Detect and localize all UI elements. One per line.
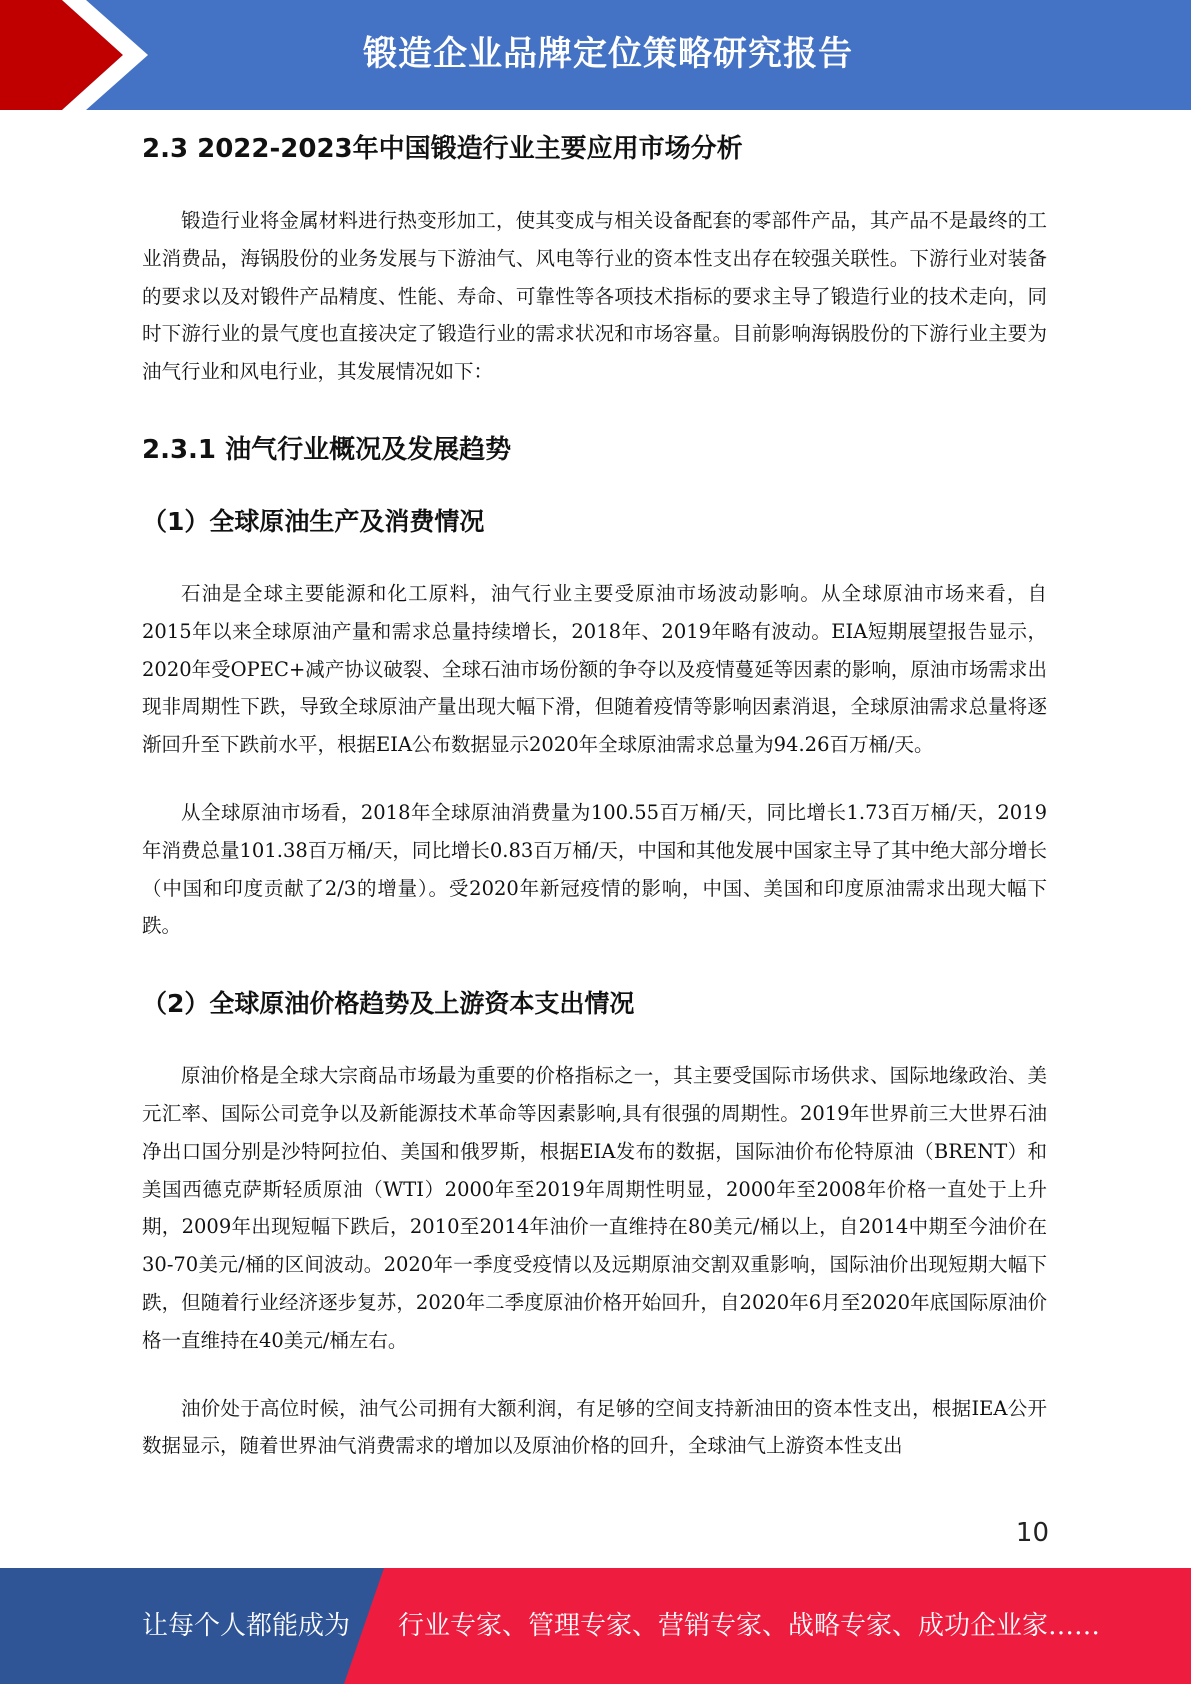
- item1-paragraph-1: 石油是全球主要能源和化工原料，油气行业主要受原油市场波动影响。从全球原油市场来看，自2015年以来全球原油产量和需求总量持续增长，2018年、2019年略有波动。EIA短期展望报告显示，2020年受OPEC+减产协议破裂、全球石油市场份额的争夺以及疫情蔓延等因素的影响，原油市场需求出现非周期性下跌，导致全球原油产量出现大幅下滑，但随着疫情等影响因素消退，全球原油需求总量将逐渐回升至下跌前水平，根据EIA公布数据显示2020年全球原油需求总量为94.26百万桶/天。: [142, 581, 1047, 757]
- item2-heading: （2）全球原油价格趋势及上游资本支出情况: [142, 989, 635, 1019]
- item2-paragraph-1: 原油价格是全球大宗商品市场最为重要的价格指标之一，其主要受国际市场供求、国际地缘政治、美元汇率、国际公司竞争以及新能源技术革命等因素影响,具有很强的周期性。2019年世界前三大世界石油净出口国分别是沙特阿拉伯、美国和俄罗斯，根据EIA发布的数据，国际油价布伦特原油（BRENT）和美国西德克萨斯轻质原油（WTI）2000年至2019年周期性明显，2000年至2008年价格一直处于上升期，2009年出现短幅下跌后，2010至2014年油价一直维持在80美元/桶以上，自2014中期至今油价在30-70美元/桶的区间波动。2020年一季度受疫情以及远期原油交割双重影响，国际油价出现短期大幅下跌，但随着行业经济逐步复苏，2020年二季度原油价格开始回升，自2020年6月至2020年底国际原油价格一直维持在40美元/桶左右。: [142, 1064, 1047, 1352]
- report-title: 锻造企业品牌定位策略研究报告: [363, 34, 853, 74]
- item1-heading: （1）全球原油生产及消费情况: [142, 506, 485, 536]
- page-number: 10: [1015, 1518, 1049, 1548]
- item2-paragraph-2: 油价处于高位时候，油气公司拥有大额利润，有足够的空间支持新油田的资本性支出，根据IEA公开数据显示，随着世界油气消费需求的增加以及原油价格的回升，全球油气上游资本性支出: [142, 1396, 1047, 1458]
- footer-slogan-left: 让每个人都能成为: [142, 1611, 351, 1641]
- section-heading: 2.3 2022-2023年中国锻造行业主要应用市场分析: [142, 134, 743, 164]
- intro-paragraph: 锻造行业将金属材料进行热变形加工，使其变成与相关设备配套的零部件产品，其产品不是最终的工业消费品，海锅股份的业务发展与下游油气、风电等行业的资本性支出存在较强关联性。下游行业对装备的要求以及对锻件产品精度、性能、寿命、可靠性等各项技术指标的要求主导了锻造行业的技术走向，同时下游行业的景气度也直接决定了锻造行业的需求状况和市场容量。目前影响海锅股份的下游行业主要为油气行业和风电行业，其发展情况如下：: [142, 209, 1047, 384]
- page-footer: [0, 1568, 1191, 1684]
- subsection-heading: 2.3.1 油气行业概况及发展趋势: [142, 434, 512, 465]
- page-content: [142, 118, 1047, 1465]
- page-header: [0, 0, 1191, 110]
- item1-paragraph-2: 从全球原油市场看，2018年全球原油消费量为100.55百万桶/天，同比增长1.73百万桶/天，2019年消费总量101.38百万桶/天，同比增长0.83百万桶/天，中国和其他发展中国家主导了其中绝大部分增长（中国和印度贡献了2/3的增量）。受2020年新冠疫情的影响，中国、美国和印度原油需求出现大幅下跌。: [142, 800, 1047, 938]
- footer-slogan-right: 行业专家、管理专家、营销专家、战略专家、成功企业家……: [398, 1611, 1101, 1641]
